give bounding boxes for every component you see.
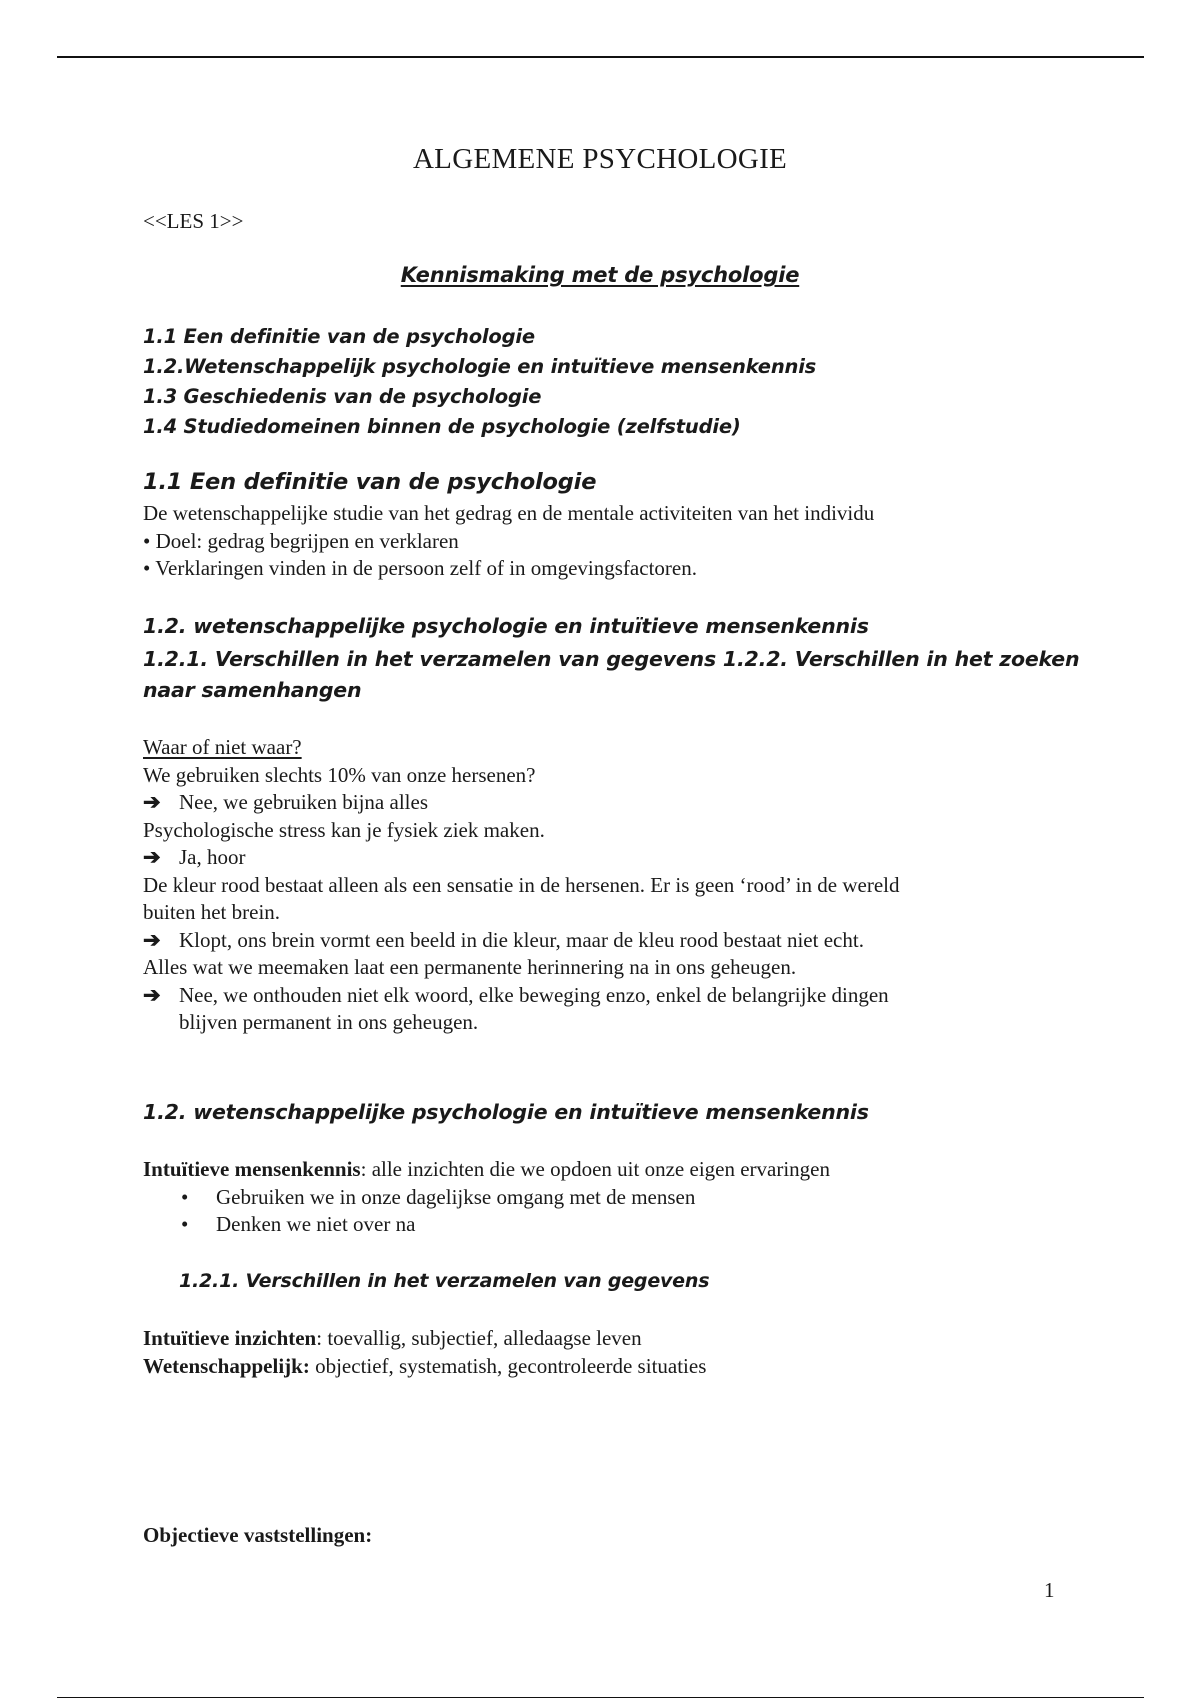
quiz-question: buiten het brein.	[143, 900, 281, 924]
section-1-2-heading-repeat: 1.2. wetenschappelijke psychologie en intuïtieve mensenkennis	[143, 1100, 869, 1124]
subheading-line: naar samenhangen	[143, 678, 362, 702]
section-1-2-heading: 1.2. wetenschappelijke psychologie en intuïtieve mensenkennis	[143, 614, 869, 638]
list-item: • Doel: gedrag begrijpen en verklaren	[143, 528, 459, 553]
chapter-title: Kennismaking met de psychologie	[400, 263, 800, 287]
arrow-icon: ➔	[143, 927, 161, 952]
section-1-1-body	[143, 500, 1143, 583]
bottom-rule	[57, 1697, 1144, 1698]
quiz-question: Psychologische stress kan je fysiek ziek maken.	[143, 817, 545, 842]
list-item: • Verklaringen vinden in de persoon zelf of in omgevingsfactoren.	[143, 556, 697, 580]
quiz-answer-continued: blijven permanent in ons geheugen.	[179, 1010, 479, 1034]
term-scientific: Wetenschappelijk:	[143, 1353, 310, 1378]
page-number: 1	[1044, 1578, 1055, 1602]
document-title: ALGEMENE PSYCHOLOGIE	[412, 143, 788, 175]
quiz-answer: ➔ Nee, we gebruiken bijna alles	[143, 789, 1153, 817]
section-1-1-heading: 1.1 Een definitie van de psychologie	[143, 469, 597, 495]
quiz-question: We gebruiken slechts 10% van onze hersenen?	[143, 762, 536, 787]
lesson-label: <<LES 1>>	[143, 209, 244, 233]
quiz-answer: ➔ Nee, we onthouden niet elk woord, elke beweging enzo, enkel de belangrijke dingen	[143, 982, 1153, 1010]
arrow-icon: ➔	[143, 790, 161, 814]
objective-heading: Objectieve vaststellingen:	[143, 1523, 373, 1547]
quiz-title: Waar of niet waar?	[143, 735, 302, 759]
definition-text: De wetenschappelijke studie van het gedrag en de mentale activiteiten van het individu	[143, 501, 875, 525]
section-1-2-subheading	[143, 644, 1079, 706]
arrow-icon: ➔	[143, 845, 161, 869]
subheading-line: 1.2.1. Verschillen in het verzamelen van gegevens 1.2.2. Verschillen in het zoeken	[143, 647, 1080, 671]
quiz-answer: ➔ Ja, hoor	[143, 844, 1153, 872]
arrow-icon: ➔	[143, 982, 161, 1007]
toc-item: 1.1 Een definitie van de psychologie	[143, 325, 535, 348]
quiz-question: Alles wat we meemaken laat een permanente herinnering na in ons geheugen.	[143, 955, 797, 979]
toc-item: 1.3 Geschiedenis van de psychologie	[143, 385, 542, 408]
toc-item: 1.2.Wetenschappelijk psychologie en intuïtieve mensenkennis	[143, 355, 817, 378]
toc-item: 1.4 Studiedomeinen binnen de psychologie (zelfstudie)	[143, 415, 741, 438]
quiz-question: De kleur rood bestaat alleen als een sensatie in de hersenen. Er is geen ‘rood’ in de wereld	[143, 872, 900, 897]
list-item: • Denken we niet over na	[143, 1211, 1143, 1239]
quiz-answer: ➔ Klopt, ons brein vormt een beeld in die kleur, maar de kleu rood bestaat niet echt.	[143, 927, 1153, 955]
top-rule	[57, 56, 1144, 58]
term-intuitive-knowledge: Intuïtieve mensenkennis	[143, 1157, 361, 1181]
intuitive-knowledge-block: Intuïtieve mensenkennis: alle inzichten die we opdoen uit onze eigen ervaringen • Gebruiken we in onze dagelijkse omgang met de mensen • Denken we niet over na	[143, 1156, 1143, 1239]
section-1-2-1-heading: 1.2.1. Verschillen in het verzamelen van gegevens	[179, 1270, 710, 1292]
table-of-contents	[143, 322, 816, 442]
bullet-icon: •	[181, 1212, 189, 1236]
bullet-icon: •	[181, 1184, 189, 1209]
quiz-block	[143, 734, 1153, 1037]
comparison-block: Intuïtieve inzichten: toevallig, subjectief, alledaagse leven Wetenschappelijk: objectief, systematish, gecontroleerde situaties	[143, 1326, 707, 1378]
term-intuitive-insights: Intuïtieve inzichten	[143, 1326, 317, 1350]
list-item: • Gebruiken we in onze dagelijkse omgang met de mensen	[143, 1184, 1143, 1212]
